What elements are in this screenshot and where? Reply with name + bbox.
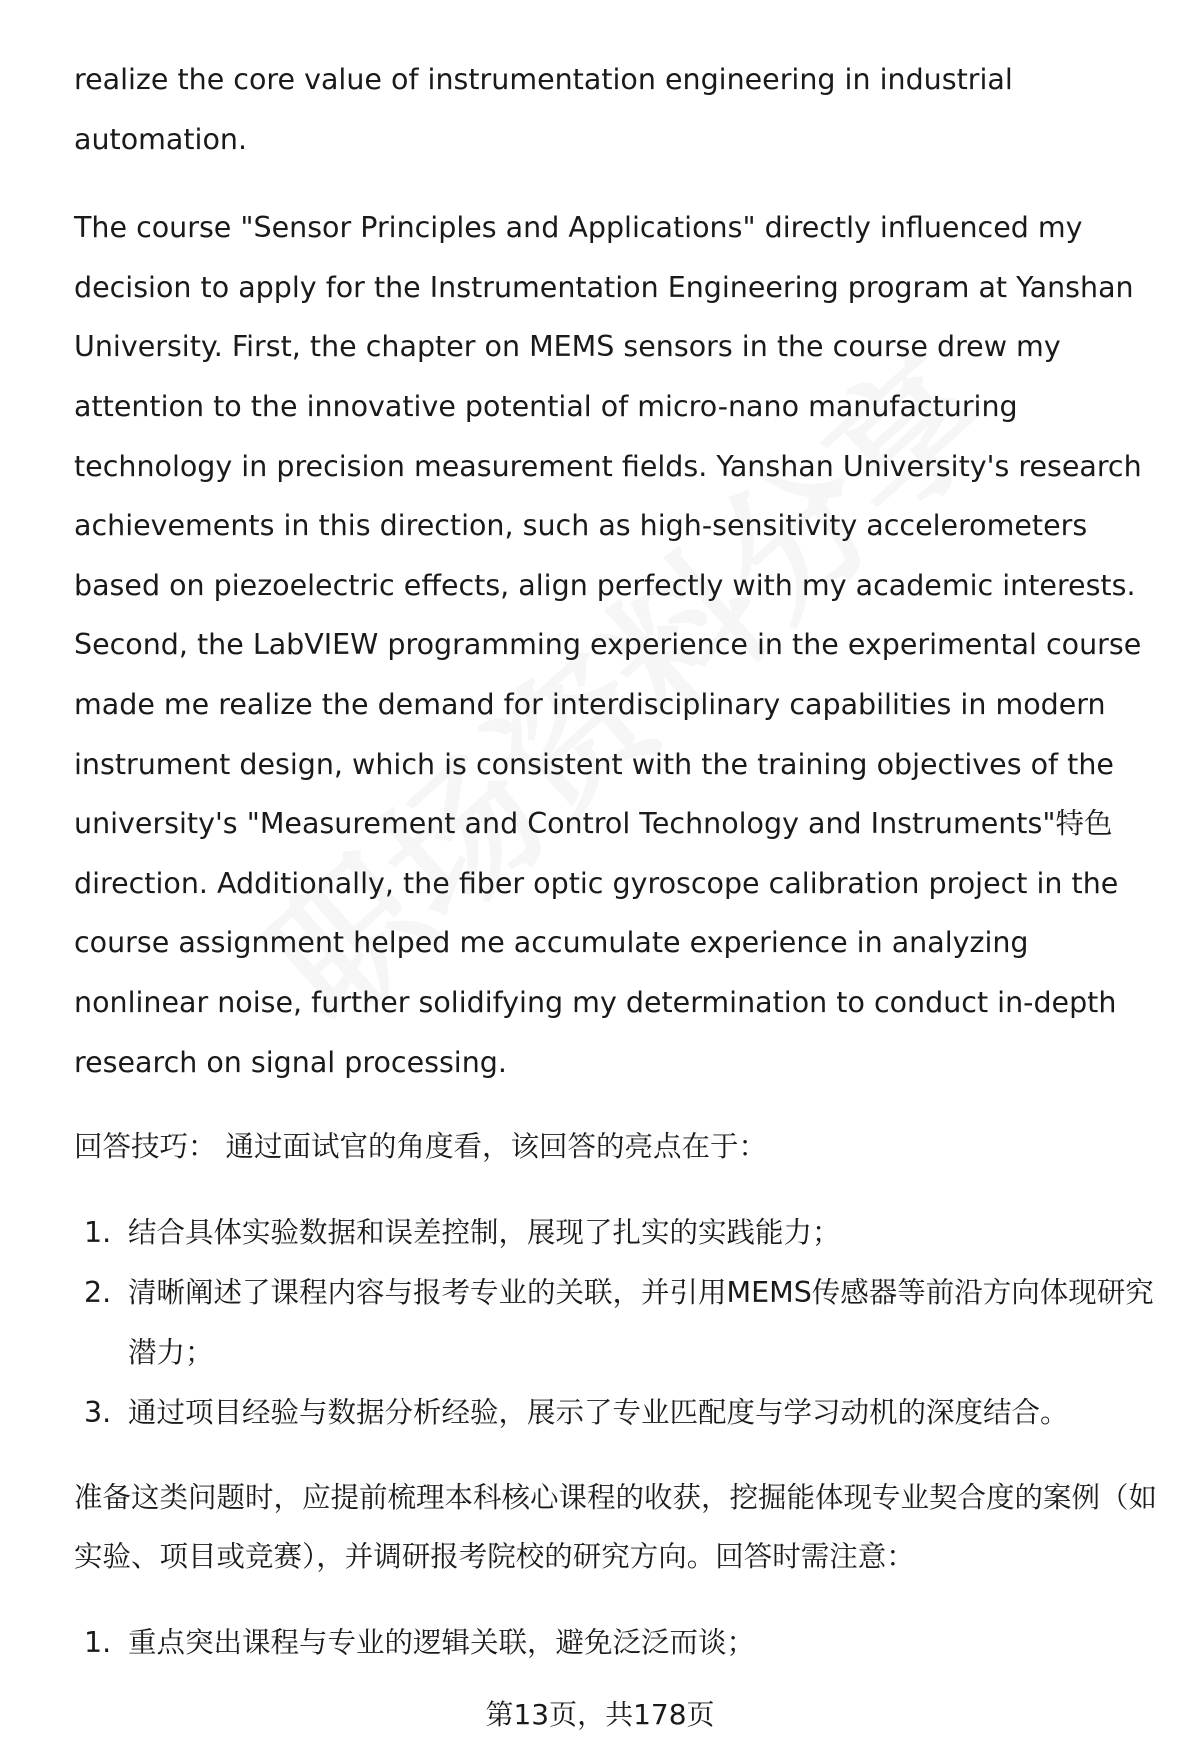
intro-continuation: realize the core value of instrumentation engineering in industrial automation. (74, 63, 1013, 156)
list-item (74, 1263, 1164, 1383)
list-item (74, 1383, 1164, 1443)
list-item (74, 1613, 1164, 1673)
main-paragraph: The course "Sensor Principles and Applications" directly influenced my decision to apply for the Instrumentation Engineering program at Yanshan University. First, the chapter on MEMS sensors in the course drew my attention to the innovative potential of micro-nano manufacturing technology in precision measurement fields. Yanshan University's research achievements in this direction, such as high-sensitivity accelerometers based on piezoelectric effects, align perfectly with my academic interests. Second, the LabVIEW programming experience in the experimental course made me realize the demand for interdisciplinary capabilities in modern instrument design, which is consistent with the training objectives of the university's "Measurement and Control Technology and Instruments"特色 direction. Additionally, the fiber optic gyroscope calibration project in the course assignment helped me accumulate experience in analyzing nonlinear noise, further solidifying my determination to conduct in-depth research on signal processing. (74, 211, 1142, 1079)
prep-paragraph: 准备这类问题时，应提前梳理本科核心课程的收获，挖掘能体现专业契合度的案例（如实验、项目或竞赛），并调研报考院校的研究方向。回答时需注意： (74, 1480, 1158, 1574)
notes-list (74, 1613, 1164, 1673)
list-item (74, 1203, 1164, 1263)
list-number: 2. (84, 1275, 112, 1309)
list-number: 1. (84, 1215, 112, 1249)
list-item-text: 结合具体实验数据和误差控制，展现了扎实的实践能力； (128, 1215, 841, 1249)
list-number: 3. (84, 1395, 112, 1429)
list-item-text: 重点突出课程与专业的逻辑关联，避免泛泛而谈； (128, 1625, 756, 1659)
list-item-text: 清晰阐述了课程内容与报考专业的关联，并引用MEMS传感器等前沿方向体现研究潜力； (128, 1275, 1154, 1369)
list-item-text: 通过项目经验与数据分析经验，展示了专业匹配度与学习动机的深度结合。 (128, 1395, 1069, 1429)
tips-heading: 回答技巧： 通过面试官的角度看，该回答的亮点在于： (74, 1130, 768, 1164)
page-number: 第13页，共178页 (485, 1698, 715, 1731)
document-page (74, 50, 1164, 1673)
highlights-list (74, 1203, 1164, 1443)
list-number: 1. (84, 1625, 112, 1659)
